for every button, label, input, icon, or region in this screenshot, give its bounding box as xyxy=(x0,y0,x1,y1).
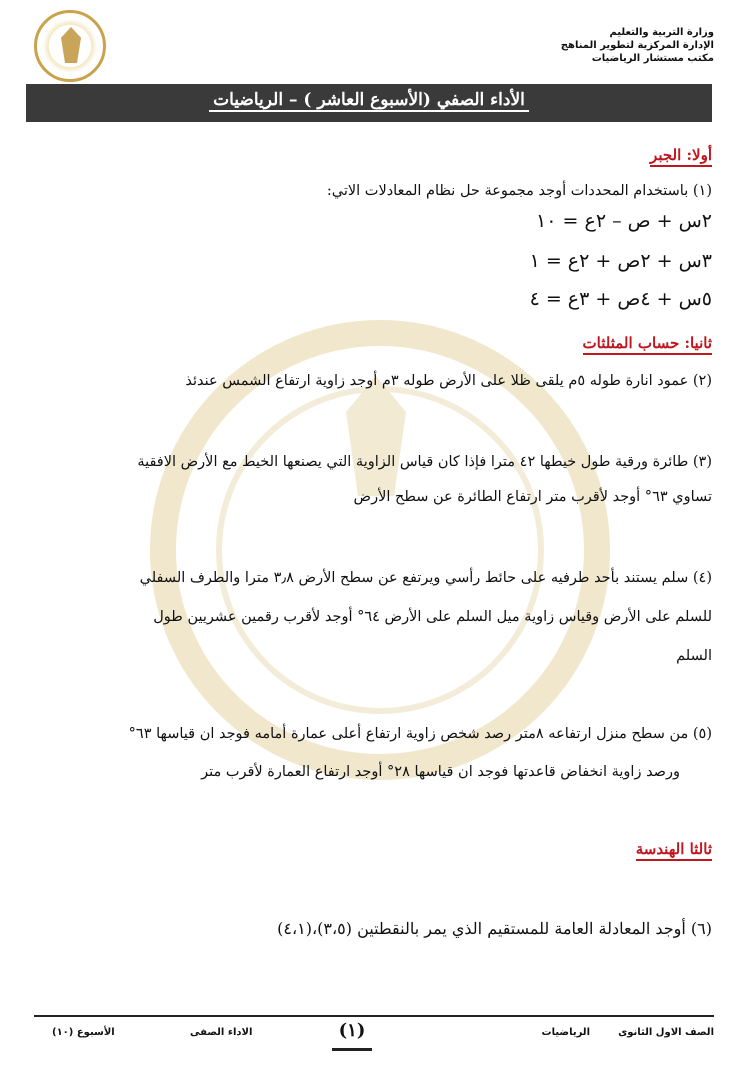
ministry-logo xyxy=(34,10,106,82)
question-1: (١) باستخدام المحددات أوجد مجموعة حل نظام المعادلات الاتي: xyxy=(326,183,712,199)
question-3-line-2: تساوي ٦٣° أوجد لأقرب متر ارتفاع الطائرة عن سطح الأرض xyxy=(353,489,712,505)
question-2: (٢) عمود انارة طوله ٥م يلقى ظلا على الأرض طوله ٣م أوجد زاوية ارتفاع الشمس عندئذ xyxy=(185,373,712,389)
page-number: (١) xyxy=(332,1020,372,1051)
section-geometry-heading: ثالثا الهندسة xyxy=(636,840,712,861)
equation-1: ٢س + ص – ٢ع = ١٠ xyxy=(536,210,712,232)
ministry-line-3: مكتب مستشار الرياضيات xyxy=(591,53,714,64)
section-trig-heading: ثانيا: حساب المثلثات xyxy=(583,334,712,355)
question-4-line-1: (٤) سلم يستند بأحد طرفيه على حائط رأسي ويرتفع عن سطح الأرض ٣٫٨ مترا والطرف السفلي xyxy=(139,570,712,586)
footer-grade: الصف الاول الثانوى xyxy=(618,1027,714,1038)
question-3-line-1: (٣) طائرة ورقية طول خيطها ٤٢ مترا فإذا كان قياس الزاوية التي يصنعها الخيط مع الأرض الافقية xyxy=(137,454,712,470)
question-5-line-2: ورصد زاوية انخفاض قاعدتها فوجد ان قياسها ٢٨° أوجد ارتفاع العمارة لأقرب متر xyxy=(201,764,680,780)
footer-week: الأسبوع (١٠) xyxy=(52,1027,115,1038)
question-4-line-3: السلم xyxy=(676,648,712,664)
equation-3: ٥س + ٤ص + ٣ع = ٤ xyxy=(529,288,712,310)
question-4-line-2: للسلم على الأرض وقياس زاوية ميل السلم على الأرض ٦٤° أوجد لأقرب رقمين عشريين طول xyxy=(153,609,712,625)
footer-performance: الاداء الصفى xyxy=(190,1027,253,1038)
footer-subject: الرياضيات xyxy=(541,1027,590,1038)
footer-divider xyxy=(34,1015,714,1017)
question-6: (٦) أوجد المعادلة العامة للمستقيم الذي يمر بالنقطتين (٣،٥)،(٤،١) xyxy=(277,919,712,938)
question-5-line-1: (٥) من سطح منزل ارتفاعه ٨متر رصد شخص زاوية ارتفاع أعلى عمارة أمامه فوجد ان قياسها ٦٣° xyxy=(128,726,712,742)
ministry-line-1: وزارة التربية والتعليم xyxy=(609,27,714,38)
ministry-header xyxy=(494,26,714,65)
page-title: الأداء الصفي (الأسبوع العاشر ) – الرياضيات xyxy=(209,90,529,112)
ministry-line-2: الإدارة المركزية لتطوير المناهج xyxy=(560,40,714,51)
equation-2: ٣س + ٢ص + ٢ع = ١ xyxy=(529,250,712,272)
title-bar xyxy=(26,84,712,122)
section-algebra-heading: أولا: الجبر xyxy=(650,146,712,167)
